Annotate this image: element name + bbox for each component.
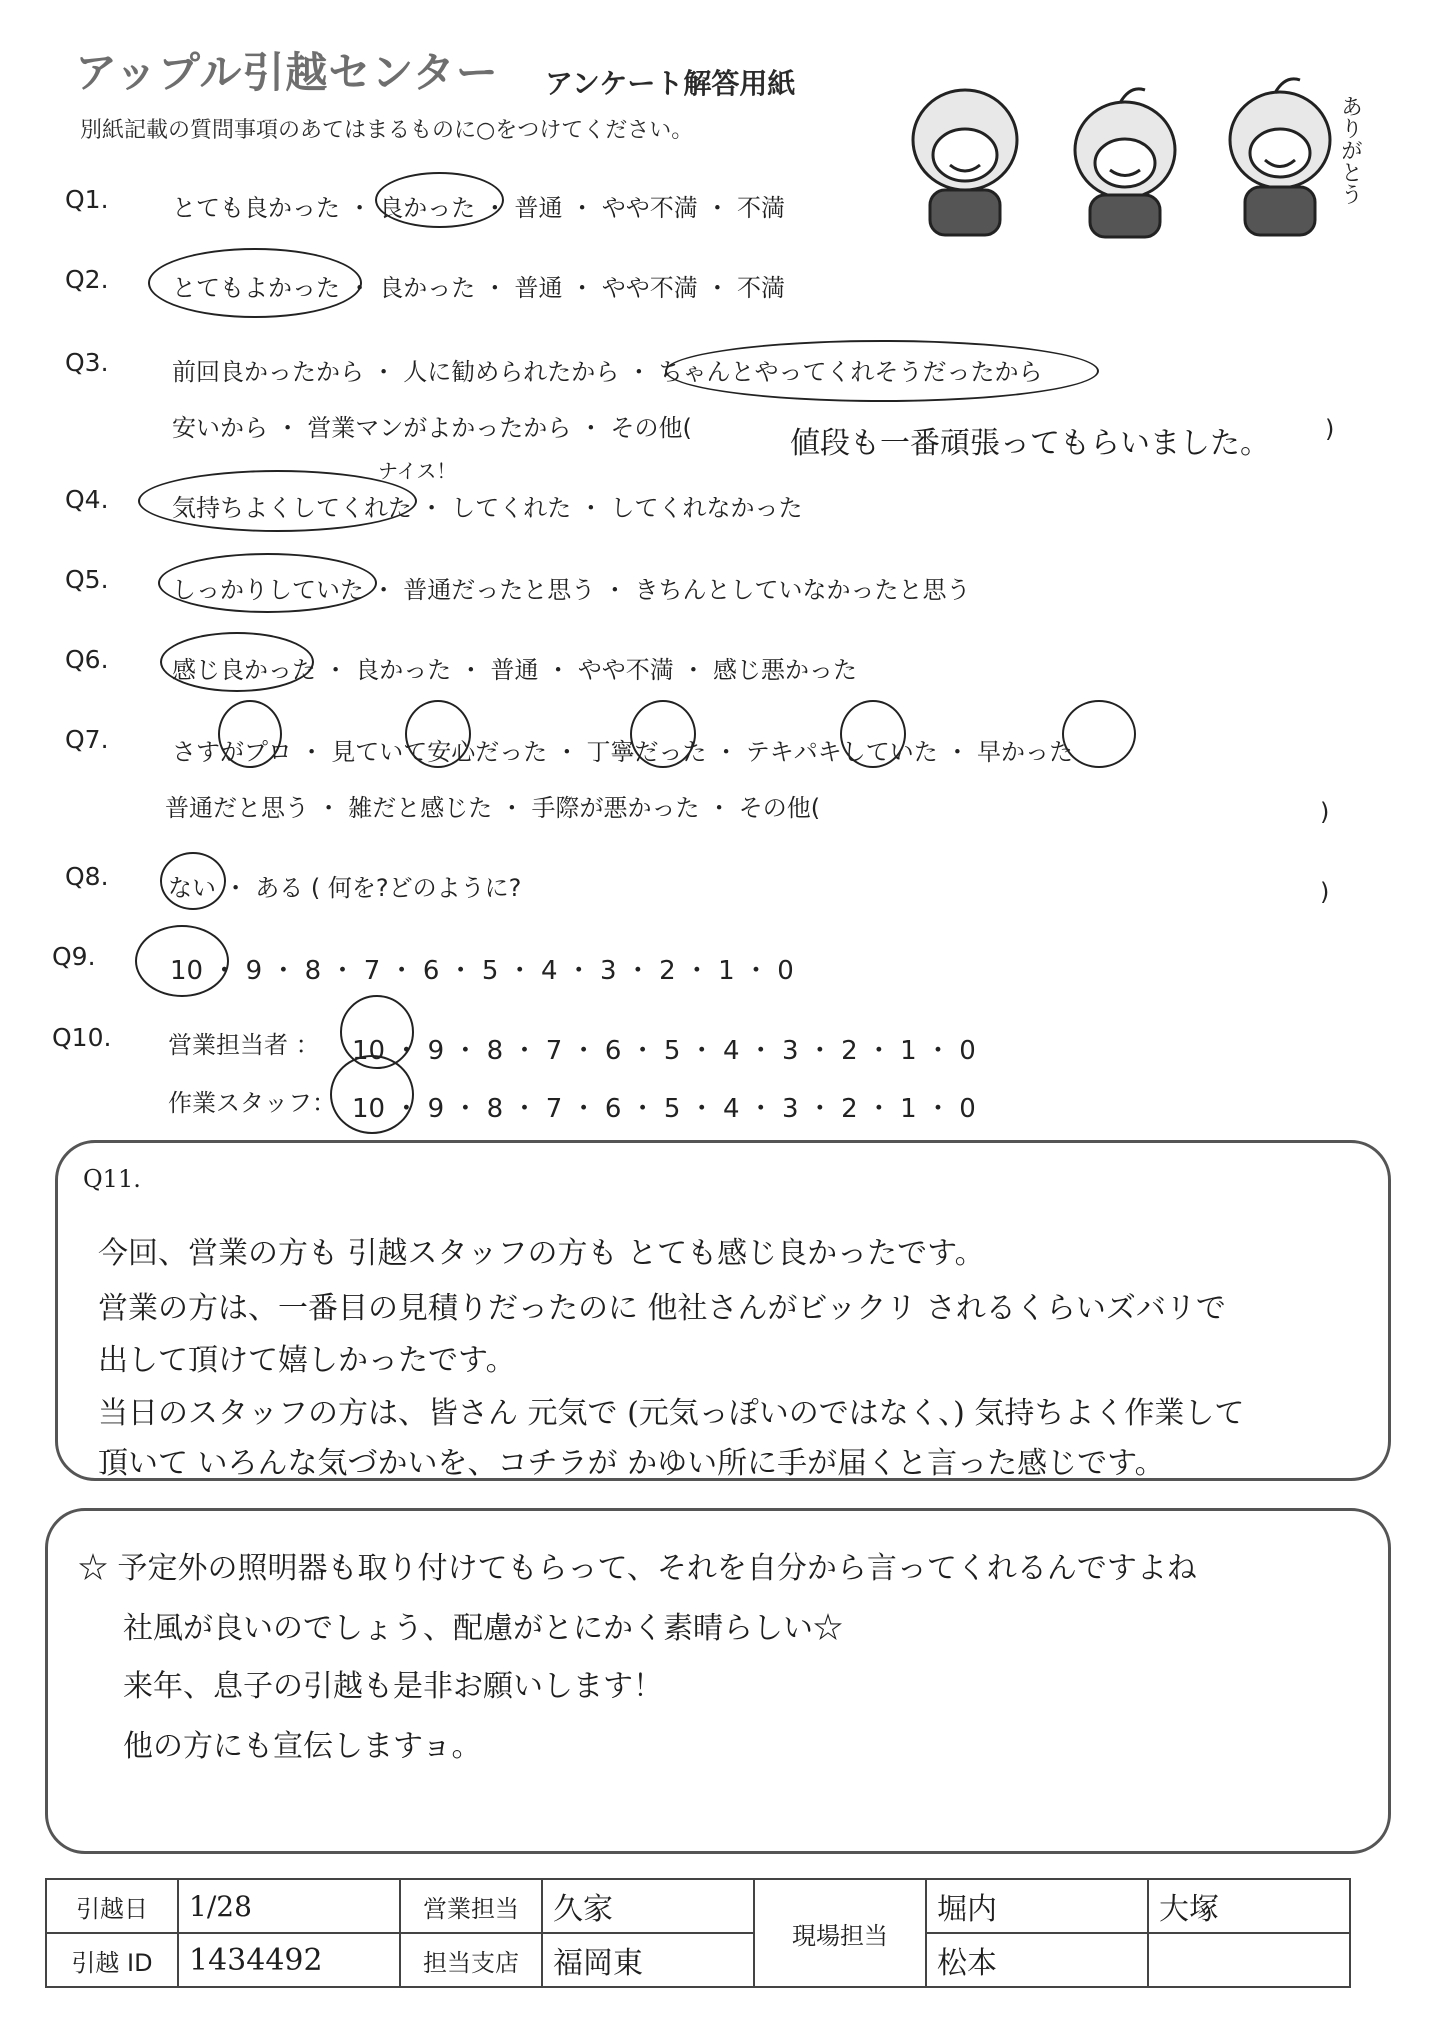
sales-rep-value: 久家	[542, 1879, 754, 1933]
q9-scale[interactable]: 10 ・ 9 ・ 8 ・ 7 ・ 6 ・ 5 ・ 4 ・ 3 ・ 2 ・ 1 ・ 0	[170, 956, 794, 986]
q10-sales-scale[interactable]: 10 ・ 9 ・ 8 ・ 7 ・ 6 ・ 5 ・ 4 ・ 3 ・ 2 ・ 1 ・ 0	[352, 1036, 976, 1066]
q3-options-line2[interactable]: 安いから ・ 営業マンがよかったから ・ その他(	[172, 414, 692, 442]
q7-circle-tekipaki	[840, 700, 906, 768]
q4-answer-circle	[138, 470, 417, 532]
q1-options[interactable]: とても良かった ・ 良かった ・ 普通 ・ やや不満 ・ 不満	[172, 194, 786, 222]
q7-options-line1[interactable]: さすがプロ ・ 見ていて安心だった ・ 丁寧だった ・ テキパキしていた ・ 早かった	[172, 738, 1074, 766]
q3-options-line1[interactable]: 前回良かったから ・ 人に勧められたから ・ ちゃんとやってくれそうだったから	[172, 358, 1043, 386]
q11-line-5: 頂いて いろんな気づかいを、コチラが かゆい所に手が届くと言った感じです。	[98, 1446, 1165, 1481]
move-id-label: 引越 ID	[46, 1933, 178, 1987]
comment-line-1: ☆ 予定外の照明器も取り付けてもらって、それを自分から言ってくれるんですよね	[78, 1551, 1197, 1586]
q8-answer-circle	[160, 852, 226, 910]
q2-answer-circle	[148, 248, 362, 318]
q10-staff-label: 作業スタッフ：	[168, 1089, 336, 1117]
q10-staff-answer-circle	[330, 1055, 414, 1134]
comment-line-2: 社風が良いのでしょう、配慮がとにかく素晴らしい☆	[123, 1611, 843, 1646]
form-subtitle: アンケート解答用紙	[545, 67, 796, 100]
branch-value: 福岡東	[542, 1933, 754, 1987]
q11-line-3: 出して頂けて嬉しかったです。	[98, 1343, 516, 1378]
q6-label: Q6.	[65, 645, 109, 674]
instruction-text: 別紙記載の質問事項のあてはまるものに○をつけてください。	[80, 118, 694, 143]
q5-label: Q5.	[65, 565, 109, 594]
q8-label: Q8.	[65, 862, 109, 891]
q6-answer-circle	[160, 632, 314, 692]
sales-rep-label: 営業担当	[400, 1879, 542, 1933]
q1-label: Q1.	[65, 185, 109, 214]
q7-label: Q7.	[65, 725, 109, 754]
q4-handwritten-note: ナイス！	[378, 459, 457, 483]
move-date-label: 引越日	[46, 1879, 178, 1933]
q11-line-4: 当日のスタッフの方は、皆さん 元気で (元気っぽいのではなく、) 気持ちよく作業して	[98, 1396, 1245, 1431]
comment-line-4: 他の方にも宣伝しますョ。	[123, 1729, 482, 1764]
q11-line-1: 今回、営業の方も 引越スタッフの方も とても感じ良かったです。	[98, 1236, 985, 1271]
move-id-value: 1434492	[178, 1933, 400, 1987]
q5-answer-circle	[158, 553, 377, 613]
branch-label: 担当支店	[400, 1933, 542, 1987]
site-manager-value-1: 堀内	[926, 1879, 1148, 1933]
monkey-mascots-illustration	[905, 55, 1375, 245]
site-manager-value-3: 松本	[926, 1933, 1148, 1987]
site-manager-value-2: 大塚	[1148, 1879, 1350, 1933]
comment-line-3: 来年、息子の引越も是非お願いします！	[123, 1669, 663, 1704]
q2-options[interactable]: とてもよかった ・ 良かった ・ 普通 ・ やや不満 ・ 不満	[172, 274, 786, 302]
thanks-text: ありがとう	[1337, 95, 1363, 205]
q9-label: Q9.	[52, 942, 96, 971]
q7-options-line2[interactable]: 普通だと思う ・ 雑だと感じた ・ 手際が悪かった ・ その他(	[165, 794, 821, 822]
q1-answer-circle	[375, 172, 504, 228]
q7-circle-pro	[218, 700, 282, 768]
q3-label: Q3.	[65, 348, 109, 377]
site-manager-empty	[1148, 1933, 1350, 1987]
q11-line-2: 営業の方は、一番目の見積りだったのに 他社さんがビックリ されるくらいズバリで	[98, 1291, 1226, 1326]
q7-circle-teinei	[630, 700, 696, 768]
q7-circle-hayakatta	[1062, 700, 1136, 768]
q3-answer-circle	[665, 340, 1099, 402]
q4-options[interactable]: 気持ちよくしてくれた ・ してくれた ・ してくれなかった	[172, 494, 803, 522]
q11-comment-box	[55, 1140, 1391, 1481]
q7-close-paren: )	[1320, 798, 1330, 826]
q5-options[interactable]: しっかりしていた ・ 普通だったと思う ・ きちんとしていなかったと思う	[172, 576, 971, 604]
q9-answer-circle	[135, 925, 229, 997]
q10-staff-scale[interactable]: 10 ・ 9 ・ 8 ・ 7 ・ 6 ・ 5 ・ 4 ・ 3 ・ 2 ・ 1 ・ 0	[352, 1094, 976, 1124]
q3-close-paren: )	[1325, 415, 1335, 443]
q11-label: Q11.	[83, 1165, 141, 1193]
extra-comment-box	[45, 1508, 1391, 1854]
q10-label: Q10.	[52, 1023, 112, 1052]
move-date-value: 1/28	[178, 1879, 400, 1933]
q6-options[interactable]: 感じ良かった ・ 良かった ・ 普通 ・ やや不満 ・ 感じ悪かった	[172, 656, 858, 684]
q8-options[interactable]: ない ・ ある ( 何を?どのように?	[168, 874, 522, 902]
q4-label: Q4.	[65, 485, 109, 514]
q7-circle-anshin	[405, 700, 471, 768]
footer-info-table	[45, 1878, 1351, 1988]
q3-handwritten-other: 値段も一番頑張ってもらいました。	[790, 426, 1270, 461]
site-manager-label: 現場担当	[754, 1879, 926, 1987]
company-title: アップル引越センター	[75, 48, 499, 97]
q10-sales-label: 営業担当者 ：	[168, 1031, 320, 1059]
q2-label: Q2.	[65, 265, 109, 294]
q8-close-paren: )	[1320, 878, 1330, 906]
